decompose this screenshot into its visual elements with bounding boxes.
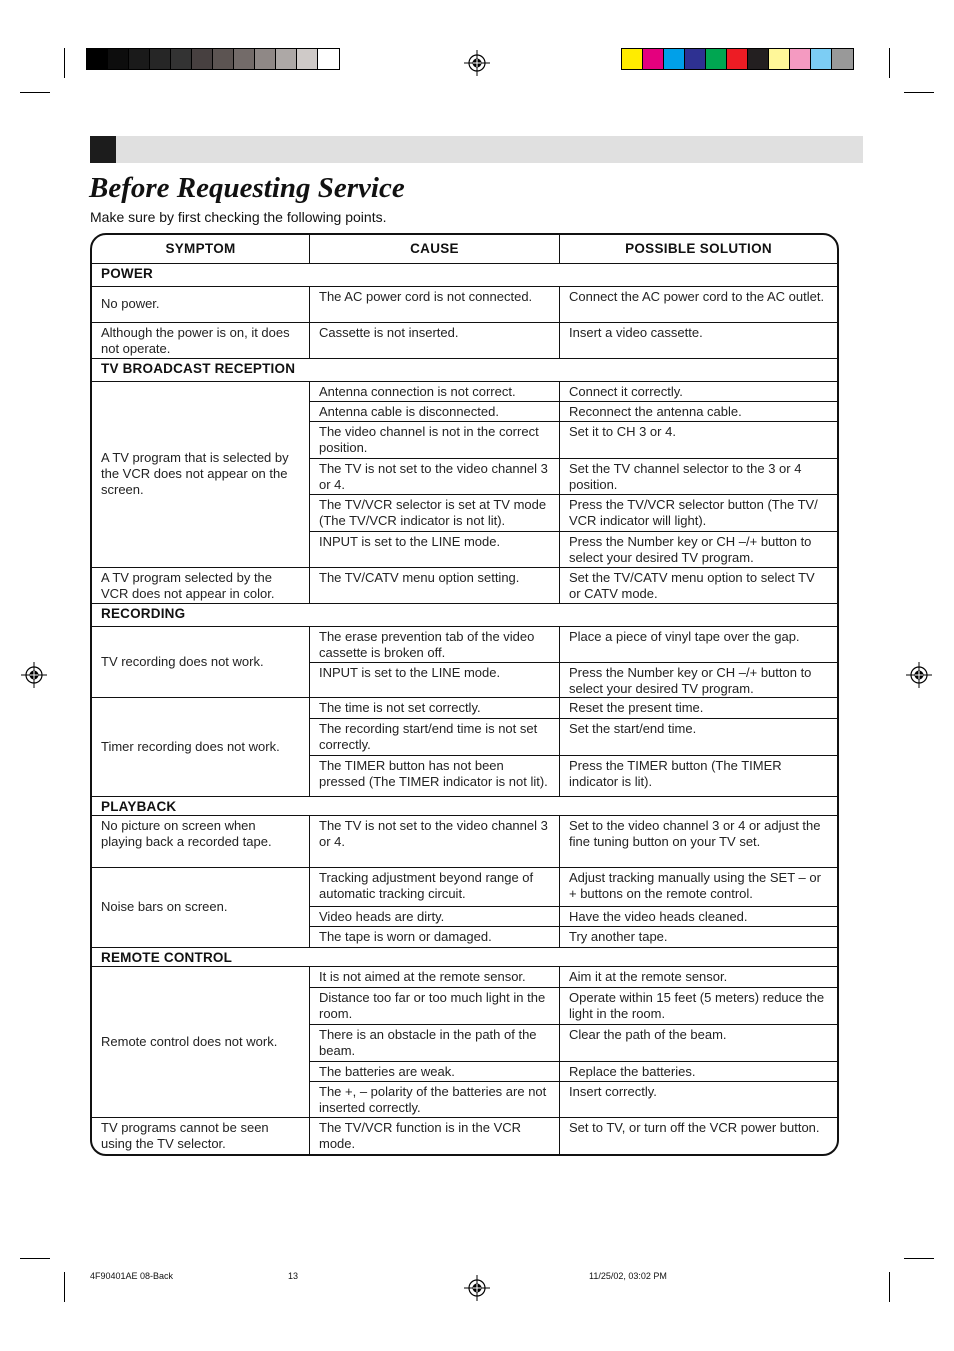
cause-cell: The TIMER button has not been pressed (The TIMER indicator is not lit). [319,758,548,789]
symptom-cell: TV programs cannot be seen using the TV selector. [101,1120,269,1151]
symptom-cell: No power. [101,296,160,311]
crop-mark [904,92,934,93]
cause-cell: It is not aimed at the remote sensor. [319,969,526,984]
solution-cell: Insert a video cassette. [569,325,703,340]
table-rule [559,235,560,263]
cause-cell: There is an obstacle in the path of the beam. [319,1027,537,1058]
cause-cell: The TV is not set to the video channel 3 or 4. [319,818,548,849]
solution-cell: Press the Number key or CH –/+ button to select your desired TV program. [569,534,812,565]
cause-cell: INPUT is set to the LINE mode. [319,534,501,549]
solution-cell: Press the Number key or CH –/+ button to select your desired TV program. [569,665,812,696]
calibration-swatch [685,49,706,69]
calibration-swatch [297,49,318,69]
calibration-swatch [790,49,811,69]
solution-cell: Set it to CH 3 or 4. [569,424,676,439]
registration-mark-icon [906,662,932,688]
gray-calibration-bar [86,48,340,70]
symptom-cell: TV recording does not work. [101,653,264,669]
crop-mark [64,48,65,78]
calibration-swatch [706,49,727,69]
cause-cell: Antenna cable is disconnected. [319,404,499,419]
registration-mark-icon [21,662,47,688]
symptom-cell: Although the power is on, it does not operate. [101,325,290,356]
solution-cell: Set the TV channel selector to the 3 or 4 position. [569,461,802,492]
solution-cell: Replace the batteries. [569,1064,696,1079]
header-band-block [90,136,116,163]
solution-cell: Try another tape. [569,929,668,944]
registration-mark-icon [464,1275,490,1301]
solution-cell: Reset the present time. [569,700,704,715]
section-heading: REMOTE CONTROL [101,950,233,965]
cause-cell: The AC power cord is not connected. [319,289,533,304]
crop-mark [889,1272,890,1302]
solution-cell: Connect the AC power cord to the AC outlet. [569,289,825,304]
solution-cell: Reconnect the antenna cable. [569,404,742,419]
calibration-swatch [811,49,832,69]
solution-cell: Set the TV/CATV menu option to select TV or CATV mode. [569,570,815,601]
symptom-cell: Noise bars on screen. [101,899,228,914]
crop-mark [889,48,890,78]
symptom-cell: Timer recording does not work. [101,738,280,754]
table-rule [92,603,837,604]
cause-cell: The tape is worn or damaged. [319,929,492,944]
cause-cell: The batteries are weak. [319,1064,455,1079]
solution-cell: Press the TV/VCR selector button (The TV/ VCR indicator will light). [569,497,818,528]
calibration-swatch [748,49,769,69]
column-header-symptom: SYMPTOM [165,241,236,256]
table-rule [92,358,837,359]
calibration-swatch [622,49,643,69]
cause-cell: Distance too far or too much light in the room. [319,990,546,1021]
color-calibration-bar [621,48,854,70]
cause-cell: The video channel is not in the correct position. [319,424,539,455]
cause-cell: The time is not set correctly. [319,700,481,715]
cause-cell: Video heads are dirty. [319,909,445,924]
cause-cell: The TV/VCR selector is set at TV mode (The TV/VCR indicator is not lit). [319,497,547,528]
calibration-swatch [832,49,853,69]
section-heading: PLAYBACK [101,799,177,814]
section-heading: RECORDING [101,606,186,621]
calibration-swatch [769,49,790,69]
calibration-swatch [643,49,664,69]
solution-cell: Clear the path of the beam. [569,1027,727,1042]
calibration-swatch [192,49,213,69]
solution-cell: Set to the video channel 3 or 4 or adjust the fine tuning button on your TV set. [569,818,821,849]
calibration-swatch [87,49,108,69]
calibration-swatch [129,49,150,69]
footer-timestamp: 11/25/02, 03:02 PM [589,1271,667,1281]
table-rule [92,947,837,948]
calibration-swatch [171,49,192,69]
solution-cell: Place a piece of vinyl tape over the gap. [569,629,800,644]
cause-cell: The erase prevention tab of the video cassette is broken off. [319,629,535,660]
calibration-swatch [727,49,748,69]
column-header-cause: CAUSE [410,241,459,256]
symptom-cell: No picture on screen when playing back a recorded tape. [101,818,272,849]
symptom-cell: A TV program that is selected by the VCR does not appear on the screen. [101,450,289,497]
solution-cell: Press the TIMER button (The TIMER indicator is lit). [569,758,782,789]
cause-cell: Cassette is not inserted. [319,325,459,340]
calibration-swatch [276,49,297,69]
calibration-swatch [318,49,339,69]
solution-cell: Set to TV, or turn off the VCR power button. [569,1120,820,1135]
solution-cell: Have the video heads cleaned. [569,909,748,924]
cause-cell: The +, – polarity of the batteries are not inserted correctly. [319,1084,547,1115]
solution-cell: Connect it correctly. [569,384,683,399]
solution-cell: Aim it at the remote sensor. [569,969,728,984]
cause-cell: The recording start/end time is not set correctly. [319,721,538,752]
symptom-cell: Remote control does not work. [101,1033,278,1049]
troubleshooting-table [90,233,839,1156]
calibration-swatch [150,49,171,69]
solution-cell: Adjust tracking manually using the SET – or + buttons on the remote control. [569,870,821,901]
calibration-swatch [664,49,685,69]
table-rule [92,263,837,264]
cause-cell: Antenna connection is not correct. [319,384,516,399]
calibration-swatch [108,49,129,69]
table-rule [92,796,837,797]
crop-mark [904,1258,934,1259]
cause-cell: The TV/VCR function is in the VCR mode. [319,1120,522,1151]
solution-cell: Set the start/end time. [569,721,697,736]
section-heading: TV BROADCAST RECEPTION [101,361,296,376]
crop-mark [20,1258,50,1259]
calibration-swatch [234,49,255,69]
table-rule [92,1154,837,1155]
solution-cell: Operate within 15 feet (5 meters) reduce the light in the room. [569,990,825,1021]
table-rule [309,235,310,263]
column-header-solution: POSSIBLE SOLUTION [625,241,772,256]
footer-file-name: 4F90401AE 08-Back [90,1271,174,1281]
symptom-cell: A TV program selected by the VCR does not appear in color. [101,570,275,601]
page-subtitle: Make sure by first checking the following points. [90,209,387,225]
cause-cell: INPUT is set to the LINE mode. [319,665,501,680]
solution-cell: Insert correctly. [569,1084,657,1099]
calibration-swatch [213,49,234,69]
header-band [90,136,863,163]
registration-mark-icon [464,50,490,76]
footer-page-number: 13 [288,1271,299,1281]
crop-mark [20,92,50,93]
cause-cell: The TV is not set to the video channel 3 or 4. [319,461,548,492]
cause-cell: Tracking adjustment beyond range of automatic tracking circuit. [319,870,534,901]
cause-cell: The TV/CATV menu option setting. [319,570,520,585]
calibration-swatch [255,49,276,69]
section-heading: POWER [101,266,154,281]
page-title: Before Requesting Service [89,172,405,204]
crop-mark [64,1272,65,1302]
